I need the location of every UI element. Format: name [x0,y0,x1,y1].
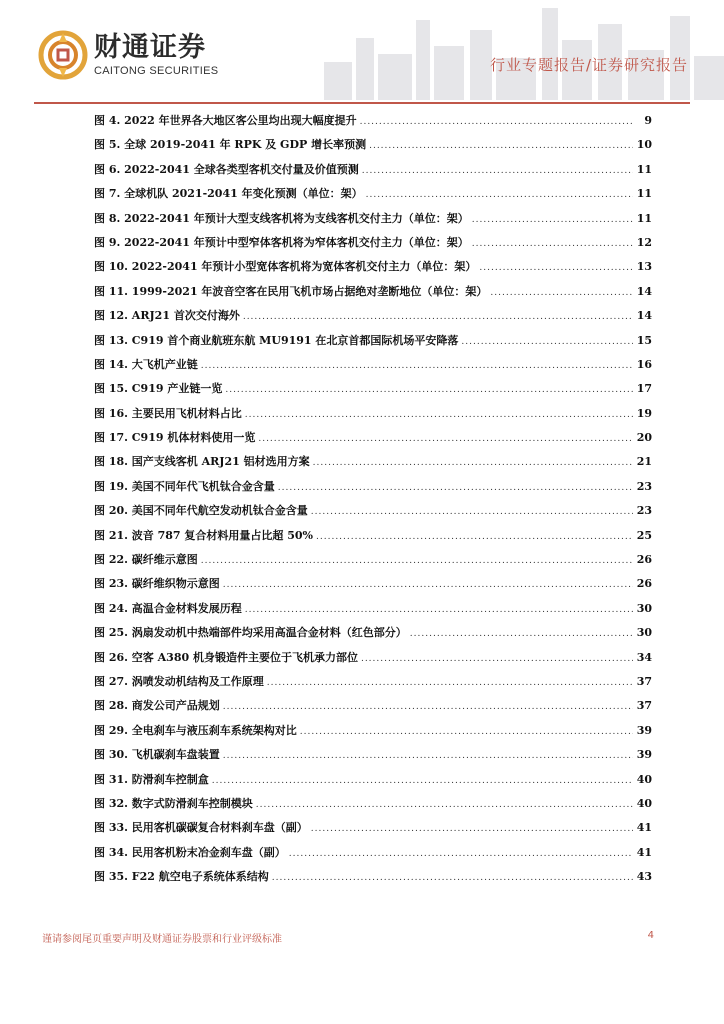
toc-entry-title: 图 14. 大飞机产业链 [94,357,198,371]
toc-entry[interactable] [94,795,652,819]
toc-entry-page: 41 [636,821,652,835]
toc-dot-leader [461,337,633,347]
toc-entry-page: 39 [636,748,652,762]
toc-entry-title: 图 5. 全球 2019-2041 年 RPK 及 GDP 增长率预测 [94,138,367,152]
toc-dot-leader [479,263,633,273]
toc-entry-page: 41 [636,845,652,859]
toc-dot-leader [361,654,633,664]
toc-entry[interactable] [94,722,652,746]
toc-entry-title: 图 18. 国产支线客机 ARJ21 铝材选用方案 [94,455,310,469]
toc-entry-title: 图 34. 民用客机粉末冶金刹车盘（副） [94,845,286,859]
toc-dot-leader [278,483,633,493]
toc-entry-page: 25 [636,528,652,542]
toc-entry-title: 图 22. 碳纤维示意图 [94,553,198,567]
toc-entry[interactable] [94,771,652,795]
toc-entry-title: 图 20. 美国不同年代航空发动机钛合金含量 [94,504,308,518]
toc-entry-title: 图 31. 防滑刹车控制盒 [94,772,209,786]
toc-entry-page: 26 [636,553,652,567]
toc-entry[interactable] [94,624,652,648]
page-number: 4 [647,930,654,941]
toc-entry[interactable] [94,819,652,843]
toc-entry-title: 图 17. C919 机体材料使用一览 [94,431,256,445]
toc-entry-page: 40 [636,772,652,786]
toc-entry-page: 23 [636,504,652,518]
toc-entry-title: 图 16. 主要民用飞机材料占比 [94,406,242,420]
toc-entry[interactable] [94,478,652,502]
toc-entry[interactable] [94,697,652,721]
toc-entry-page: 39 [636,723,652,737]
toc-entry[interactable] [94,502,652,526]
toc-entry[interactable] [94,380,652,404]
toc-dot-leader [362,166,633,176]
toc-dot-leader [201,361,633,371]
toc-dot-leader [316,532,633,542]
toc-entry[interactable] [94,746,652,770]
toc-entry-title: 图 4. 2022 年世界各大地区客公里均出现大幅度提升 [94,114,357,127]
toc-entry[interactable] [94,551,652,575]
toc-entry-title: 图 21. 波音 787 复合材料用量占比超 50% [94,528,314,542]
toc-entry-page: 16 [636,357,652,371]
toc-entry-title: 图 6. 2022-2041 全球各类型客机交付量及价值预测 [94,162,359,176]
brand-name-cn: 财通证券 [94,32,206,63]
toc-entry-page: 34 [636,650,652,664]
toc-entry-title: 图 29. 全电刹车与液压刹车系统架构对比 [94,723,297,737]
toc-entry-page: 15 [636,333,652,347]
toc-entry[interactable] [94,405,652,429]
toc-dot-leader [289,849,633,859]
toc-entry-page: 19 [636,406,652,420]
toc-entry-title: 图 19. 美国不同年代飞机钛合金含量 [94,479,275,493]
toc-entry[interactable] [94,307,652,331]
toc-dot-leader [360,117,633,127]
toc-entry[interactable] [94,185,652,209]
toc-entry-page: 21 [636,455,652,469]
toc-entry-page: 23 [636,479,652,493]
toc-dot-leader [258,434,633,444]
toc-entry[interactable] [94,112,652,136]
toc-dot-leader [256,800,633,810]
page-footer [42,930,654,946]
toc-entry-page: 11 [636,211,652,225]
toc-dot-leader [311,507,633,517]
toc-entry-title: 图 9. 2022-2041 年预计中型窄体客机将为窄体客机交付主力（单位：架） [94,235,469,249]
toc-entry[interactable] [94,868,652,892]
toc-dot-leader [311,824,633,834]
toc-dot-leader [472,239,633,249]
toc-entry-page: 30 [636,601,652,615]
toc-entry-page: 11 [636,162,652,176]
caitong-coin-logo-icon [38,30,88,80]
footer-disclaimer: 谨请参阅尾页重要声明及财通证券股票和行业评级标准 [42,934,282,945]
toc-entry[interactable] [94,649,652,673]
toc-entry[interactable] [94,844,652,868]
toc-entry-title: 图 27. 涡喷发动机结构及工作原理 [94,674,264,688]
toc-dot-leader [267,678,633,688]
toc-entry-title: 图 28. 商发公司产品规划 [94,699,220,713]
toc-entry-title: 图 15. C919 产业链一览 [94,382,223,396]
toc-entry-page: 30 [636,626,652,640]
toc-entry-page: 26 [636,577,652,591]
toc-dot-leader [366,190,633,200]
toc-entry-title: 图 26. 空客 A380 机身锻造件主要位于飞机承力部位 [94,650,358,664]
toc-dot-leader [212,776,633,786]
toc-entry-title: 图 11. 1999-2021 年波音空客在民用飞机市场占据绝对垄断地位（单位：架） [94,284,488,298]
toc-entry-title: 图 13. C919 首个商业航班东航 MU9191 在北京首都国际机场平安降落 [94,333,459,347]
toc-entry[interactable] [94,600,652,624]
toc-entry-page: 14 [636,284,652,298]
toc-entry[interactable] [94,136,652,160]
toc-dot-leader [300,727,633,737]
toc-dot-leader [472,215,633,225]
toc-entry-page: 13 [636,260,652,274]
toc-dot-leader [223,702,633,712]
toc-entry-title: 图 8. 2022-2041 年预计大型支线客机将为支线客机交付主力（单位：架） [94,211,469,225]
toc-dot-leader [410,629,633,639]
toc-entry-page: 37 [636,699,652,713]
toc-entry[interactable] [94,575,652,599]
toc-entry-title: 图 10. 2022-2041 年预计小型宽体客机将为宽体客机交付主力（单位：架） [94,260,477,274]
toc-entry-title: 图 25. 涡扇发动机中热端部件均采用高温合金材料（红色部分） [94,626,407,640]
toc-entry-page: 10 [636,138,652,152]
toc-entry[interactable] [94,673,652,697]
toc-entry-title: 图 35. F22 航空电子系统体系结构 [94,870,269,884]
toc-dot-leader [243,312,633,322]
toc-dot-leader [245,605,633,615]
toc-entry-page: 37 [636,674,652,688]
toc-entry-page: 14 [636,309,652,323]
brand-name-en: CAITONG SECURITIES [94,65,219,77]
toc-entry[interactable] [94,210,652,234]
toc-entry-title: 图 12. ARJ21 首次交付海外 [94,309,240,323]
toc-dot-leader [245,410,633,420]
toc-dot-leader [490,288,633,298]
page-header [0,0,724,104]
toc-entry[interactable] [94,161,652,185]
toc-entry[interactable] [94,429,652,453]
toc-entry-title: 图 23. 碳纤维织物示意图 [94,577,220,591]
header-divider [34,102,690,104]
toc-dot-leader [201,556,633,566]
toc-dot-leader [223,580,633,590]
toc-entry[interactable] [94,283,652,307]
figure-index-list [94,112,652,893]
toc-entry[interactable] [94,258,652,282]
toc-entry-title: 图 7. 全球机队 2021-2041 年变化预测（单位：架） [94,187,363,201]
toc-entry[interactable] [94,527,652,551]
toc-dot-leader [313,458,633,468]
toc-dot-leader [223,751,633,761]
toc-entry[interactable] [94,234,652,258]
toc-entry-title: 图 32. 数字式防滑刹车控制模块 [94,796,253,810]
report-type-label: 行业专题报告/证券研究报告 [489,56,688,74]
toc-dot-leader [272,873,633,883]
toc-entry-page: 12 [636,235,652,249]
company-logo [38,30,218,80]
toc-entry[interactable] [94,356,652,380]
toc-entry-page: 9 [644,114,652,127]
toc-dot-leader [369,141,633,151]
toc-entry-page: 17 [636,382,652,396]
toc-entry-page: 43 [636,870,652,884]
toc-entry-page: 20 [636,431,652,445]
toc-entry-title: 图 33. 民用客机碳碳复合材料刹车盘（副） [94,821,308,835]
toc-entry-title: 图 30. 飞机碳刹车盘装置 [94,748,220,762]
toc-entry[interactable] [94,332,652,356]
toc-entry-page: 11 [636,187,652,201]
city-skyline-decoration [304,0,724,100]
toc-entry-title: 图 24. 高温合金材料发展历程 [94,601,242,615]
toc-entry[interactable] [94,453,652,477]
toc-dot-leader [225,385,633,395]
toc-entry-page: 40 [636,796,652,810]
